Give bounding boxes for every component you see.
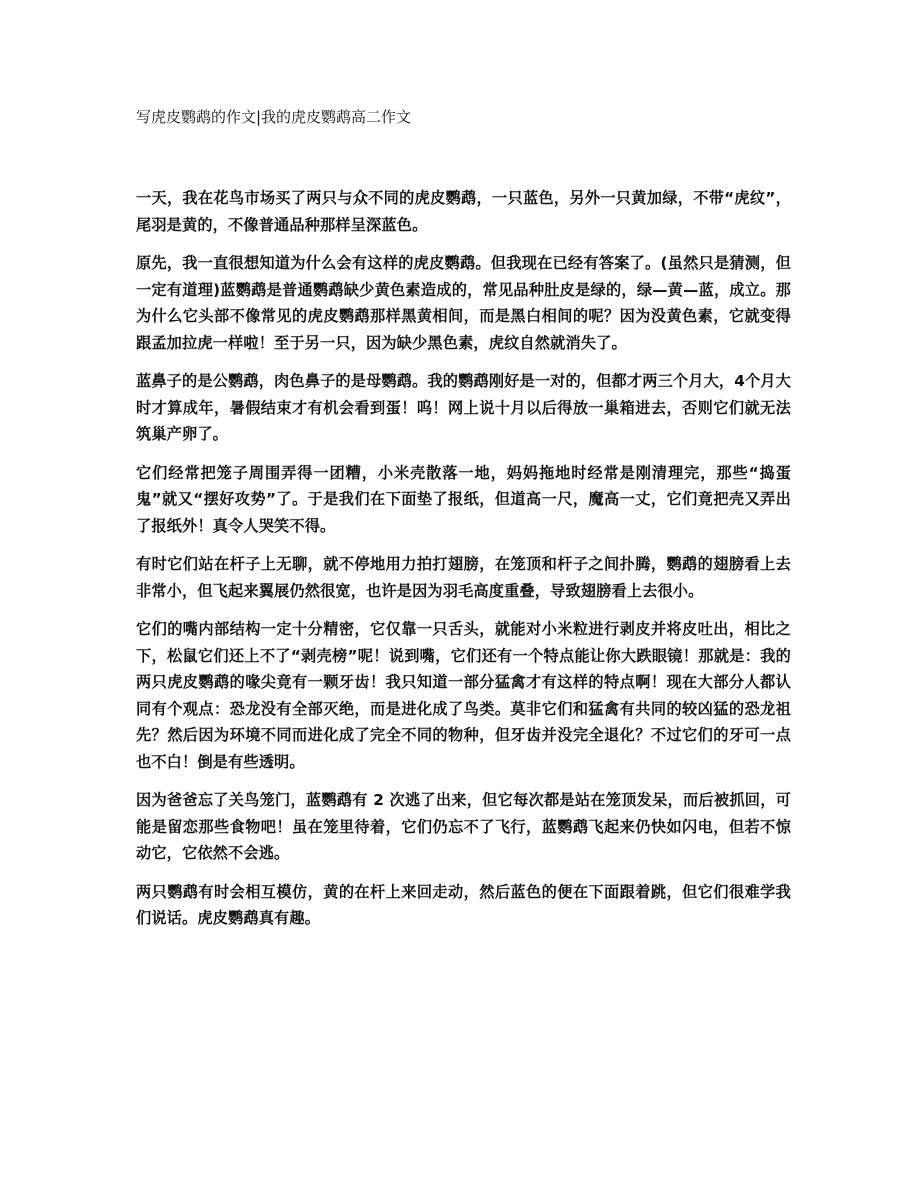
document-title: 写虎皮鹦鹉的作文|我的虎皮鹦鹉高二作文: [136, 108, 412, 126]
paragraph-5: 有时它们站在杆子上无聊，就不停地用力拍打翅膀，在笼顶和杆子之间扑腾，鹦鹉的翅膀看上去非常小，但飞起来翼展仍然很宽，也许是因为羽毛高度重叠，导致翅膀看上去很小。: [136, 555, 791, 600]
paragraph-8: 两只鹦鹉有时会相互模仿，黄的在杆上来回走动，然后蓝色的便在下面跟着跳，但它们很难学我们说话。虎皮鹦鹉真有趣。: [136, 882, 791, 927]
paragraph-2: 原先，我一直很想知道为什么会有这样的虎皮鹦鹉。但我现在已经有答案了。(虽然只是猜测，但一定有道理)蓝鹦鹉是普通鹦鹉缺少黄色素造成的，常见品种肚皮是绿的，绿—黄—蓝，成立。那为什么它头部不像常见的虎皮鹦鹉那样黑黄相间，而是黑白相间的呢？因为没黄色素，它就变得跟孟加拉虎一样啦！至于另一只，因为缺少黑色素，虎纹自然就消失了。: [136, 254, 791, 352]
paragraph-7: 因为爸爸忘了关鸟笼门，蓝鹦鹉有 2 次逃了出来，但它每次都是站在笼顶发呆，而后被抓回，可能是留恋那些食物吧！虽在笼里待着，它们仍忘不了飞行，蓝鹦鹉飞起来仍快如闪电，但若不惊动它，它依然不会逃。: [136, 791, 791, 862]
paragraph-3: 蓝鼻子的是公鹦鹉，肉色鼻子的是母鹦鹉。我的鹦鹉刚好是一对的，但都才两三个月大，4个月大时才算成年，暑假结束才有机会看到蛋！呜！网上说十月以后得放一巢箱进去，否则它们就无法筑巢产卵了。: [136, 372, 791, 443]
paragraph-4: 它们经常把笼子周围弄得一团糟，小米壳散落一地，妈妈拖地时经常是刚清理完，那些“捣蛋鬼”就又“摆好攻势”了。于是我们在下面垫了报纸，但道高一尺，魔高一丈，它们竟把壳又弄出了报纸外！真令人哭笑不得。: [136, 463, 791, 535]
paragraph-1: 一天，我在花鸟市场买了两只与众不同的虎皮鹦鹉，一只蓝色，另外一只黄加绿，不带“虎纹”，尾羽是黄的，不像普通品种那样呈深蓝色。: [136, 189, 791, 234]
document-body: [136, 185, 791, 944]
paragraph-6: 它们的嘴内部结构一定十分精密，它仅靠一只舌头，就能对小米粒进行剥皮并将皮吐出，相比之下，松鼠它们还上不了“剥壳榜”呢！说到嘴，它们还有一个特点能让你大跌眼镜！那就是：我的两只虎皮鹦鹉的喙尖竟有一颗牙齿！我只知道一部分猛禽才有这样的特点啊！现在大部分人都认同有个观点：恐龙没有全部灭绝，而是进化成了鸟类。莫非它们和猛禽有共同的较凶猛的恐龙祖先？然后因为环境不同而进化成了完全不同的物种，但牙齿并没完全退化？不过它们的牙可一点也不白！倒是有些透明。: [136, 620, 791, 771]
